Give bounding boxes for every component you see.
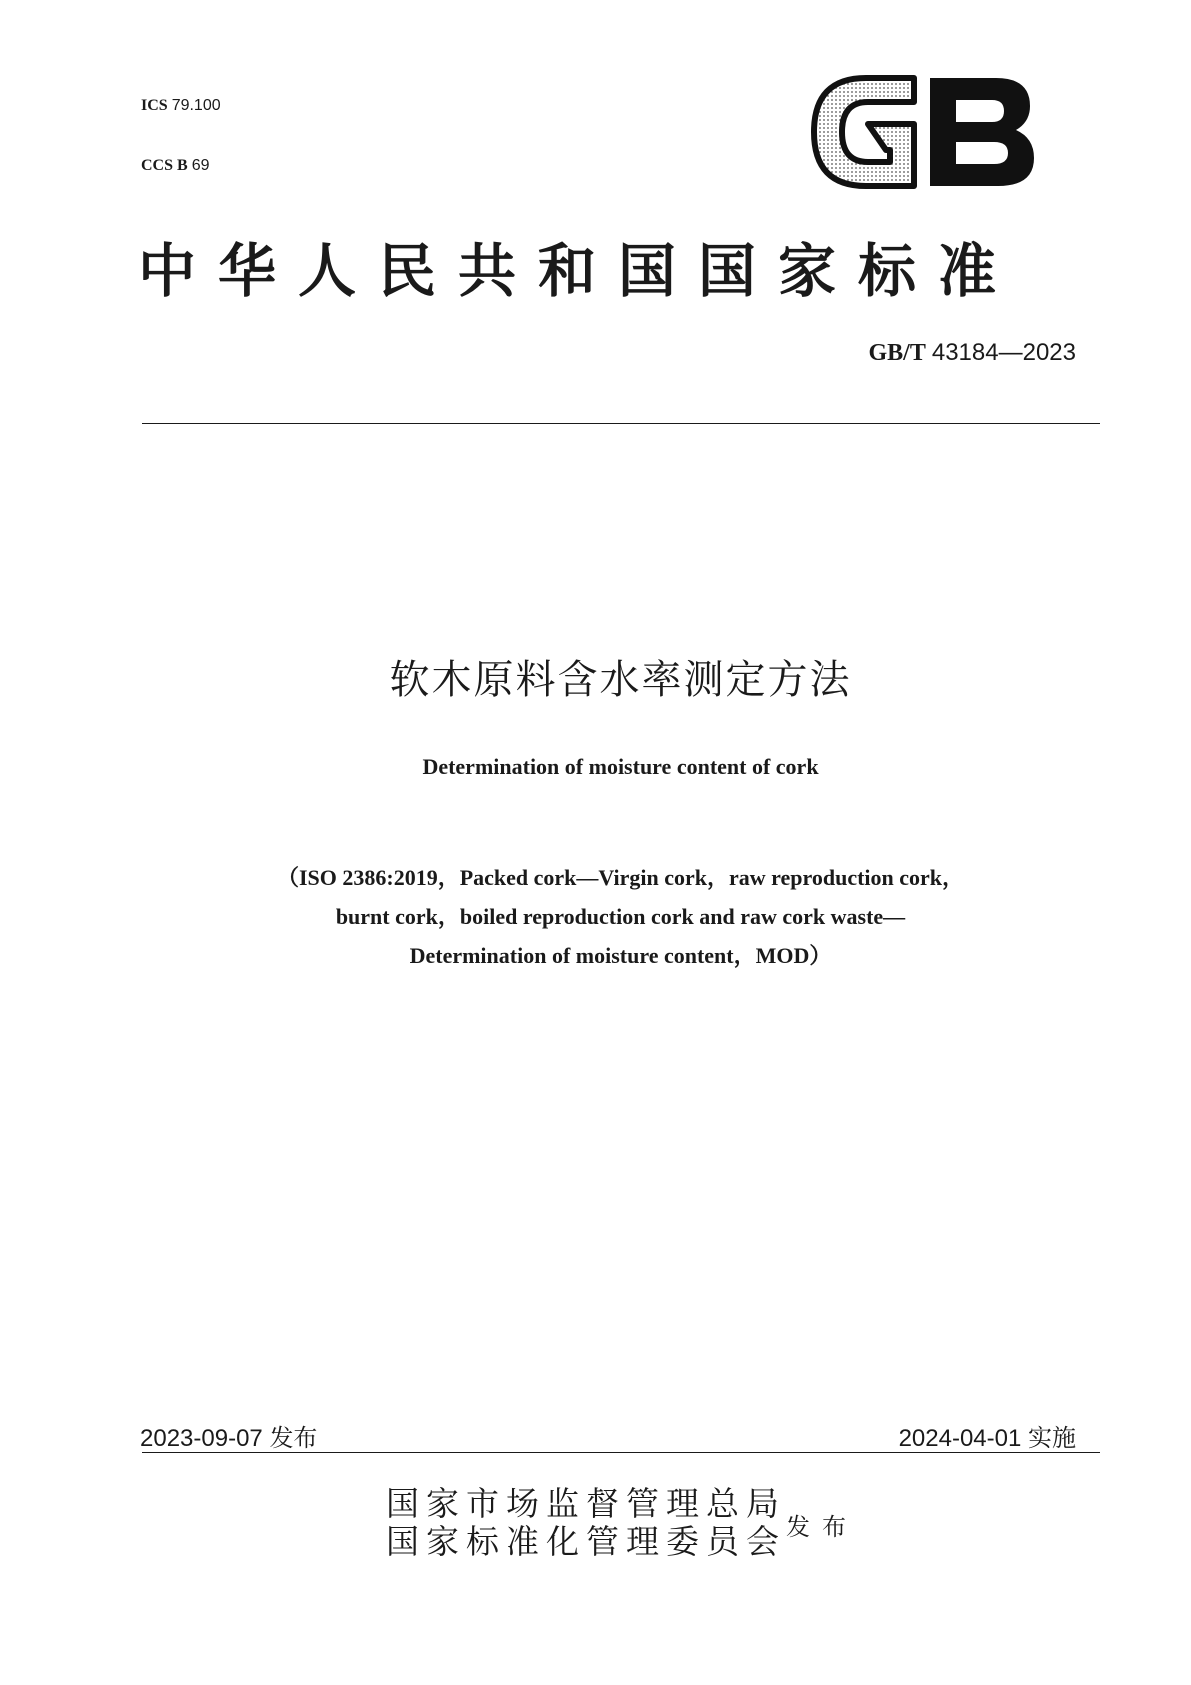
gb-logo-icon xyxy=(806,70,1040,194)
english-title: Determination of moisture content of cork xyxy=(422,754,819,779)
ccs-label: CCS xyxy=(141,157,174,174)
ics-value: 79.100 xyxy=(171,97,221,114)
chinese-title: 软木原料含水率测定方法 xyxy=(389,657,852,703)
iso-reference-line-3: Determination of moisture content，MOD） xyxy=(409,943,832,968)
top-divider xyxy=(142,423,1100,424)
implementation-date-value: 2024-04-01 xyxy=(898,1425,1022,1452)
classification-codes xyxy=(141,56,221,196)
implementation-date xyxy=(899,1418,1076,1453)
iso-reference-line-1: （ISO 2386:2019，Packed cork—Virgin cork，raw reproduction cork， xyxy=(276,865,965,890)
ics-line xyxy=(141,96,221,116)
ccs-line xyxy=(141,156,221,176)
national-standard-title: 中华人民共和国国家标准 xyxy=(138,237,1019,305)
standard-code: 43184—2023 xyxy=(931,339,1076,366)
iso-reference-line-2: burnt cork，boiled reproduction cork and raw cork waste— xyxy=(335,904,906,929)
bottom-divider xyxy=(142,1452,1100,1453)
implementation-label: 实施 xyxy=(1028,1424,1076,1452)
publish-label: 发布 xyxy=(786,1513,858,1541)
iso-reference xyxy=(0,858,1191,975)
ccs-value: 69 xyxy=(191,157,210,174)
publishing-organizations xyxy=(386,1485,786,1561)
publisher-sac: 国家标准化管理委员会 xyxy=(386,1522,786,1561)
issue-label: 发布 xyxy=(269,1424,318,1452)
ics-label: ICS xyxy=(141,97,168,114)
issue-date-value: 2023-09-07 xyxy=(140,1425,263,1452)
standard-number xyxy=(869,339,1077,367)
publisher-samr: 国家市场监督管理总局 xyxy=(386,1484,786,1523)
ccs-letter: B xyxy=(177,157,188,174)
standard-prefix: GB/T xyxy=(868,340,926,366)
issue-date xyxy=(140,1418,317,1453)
